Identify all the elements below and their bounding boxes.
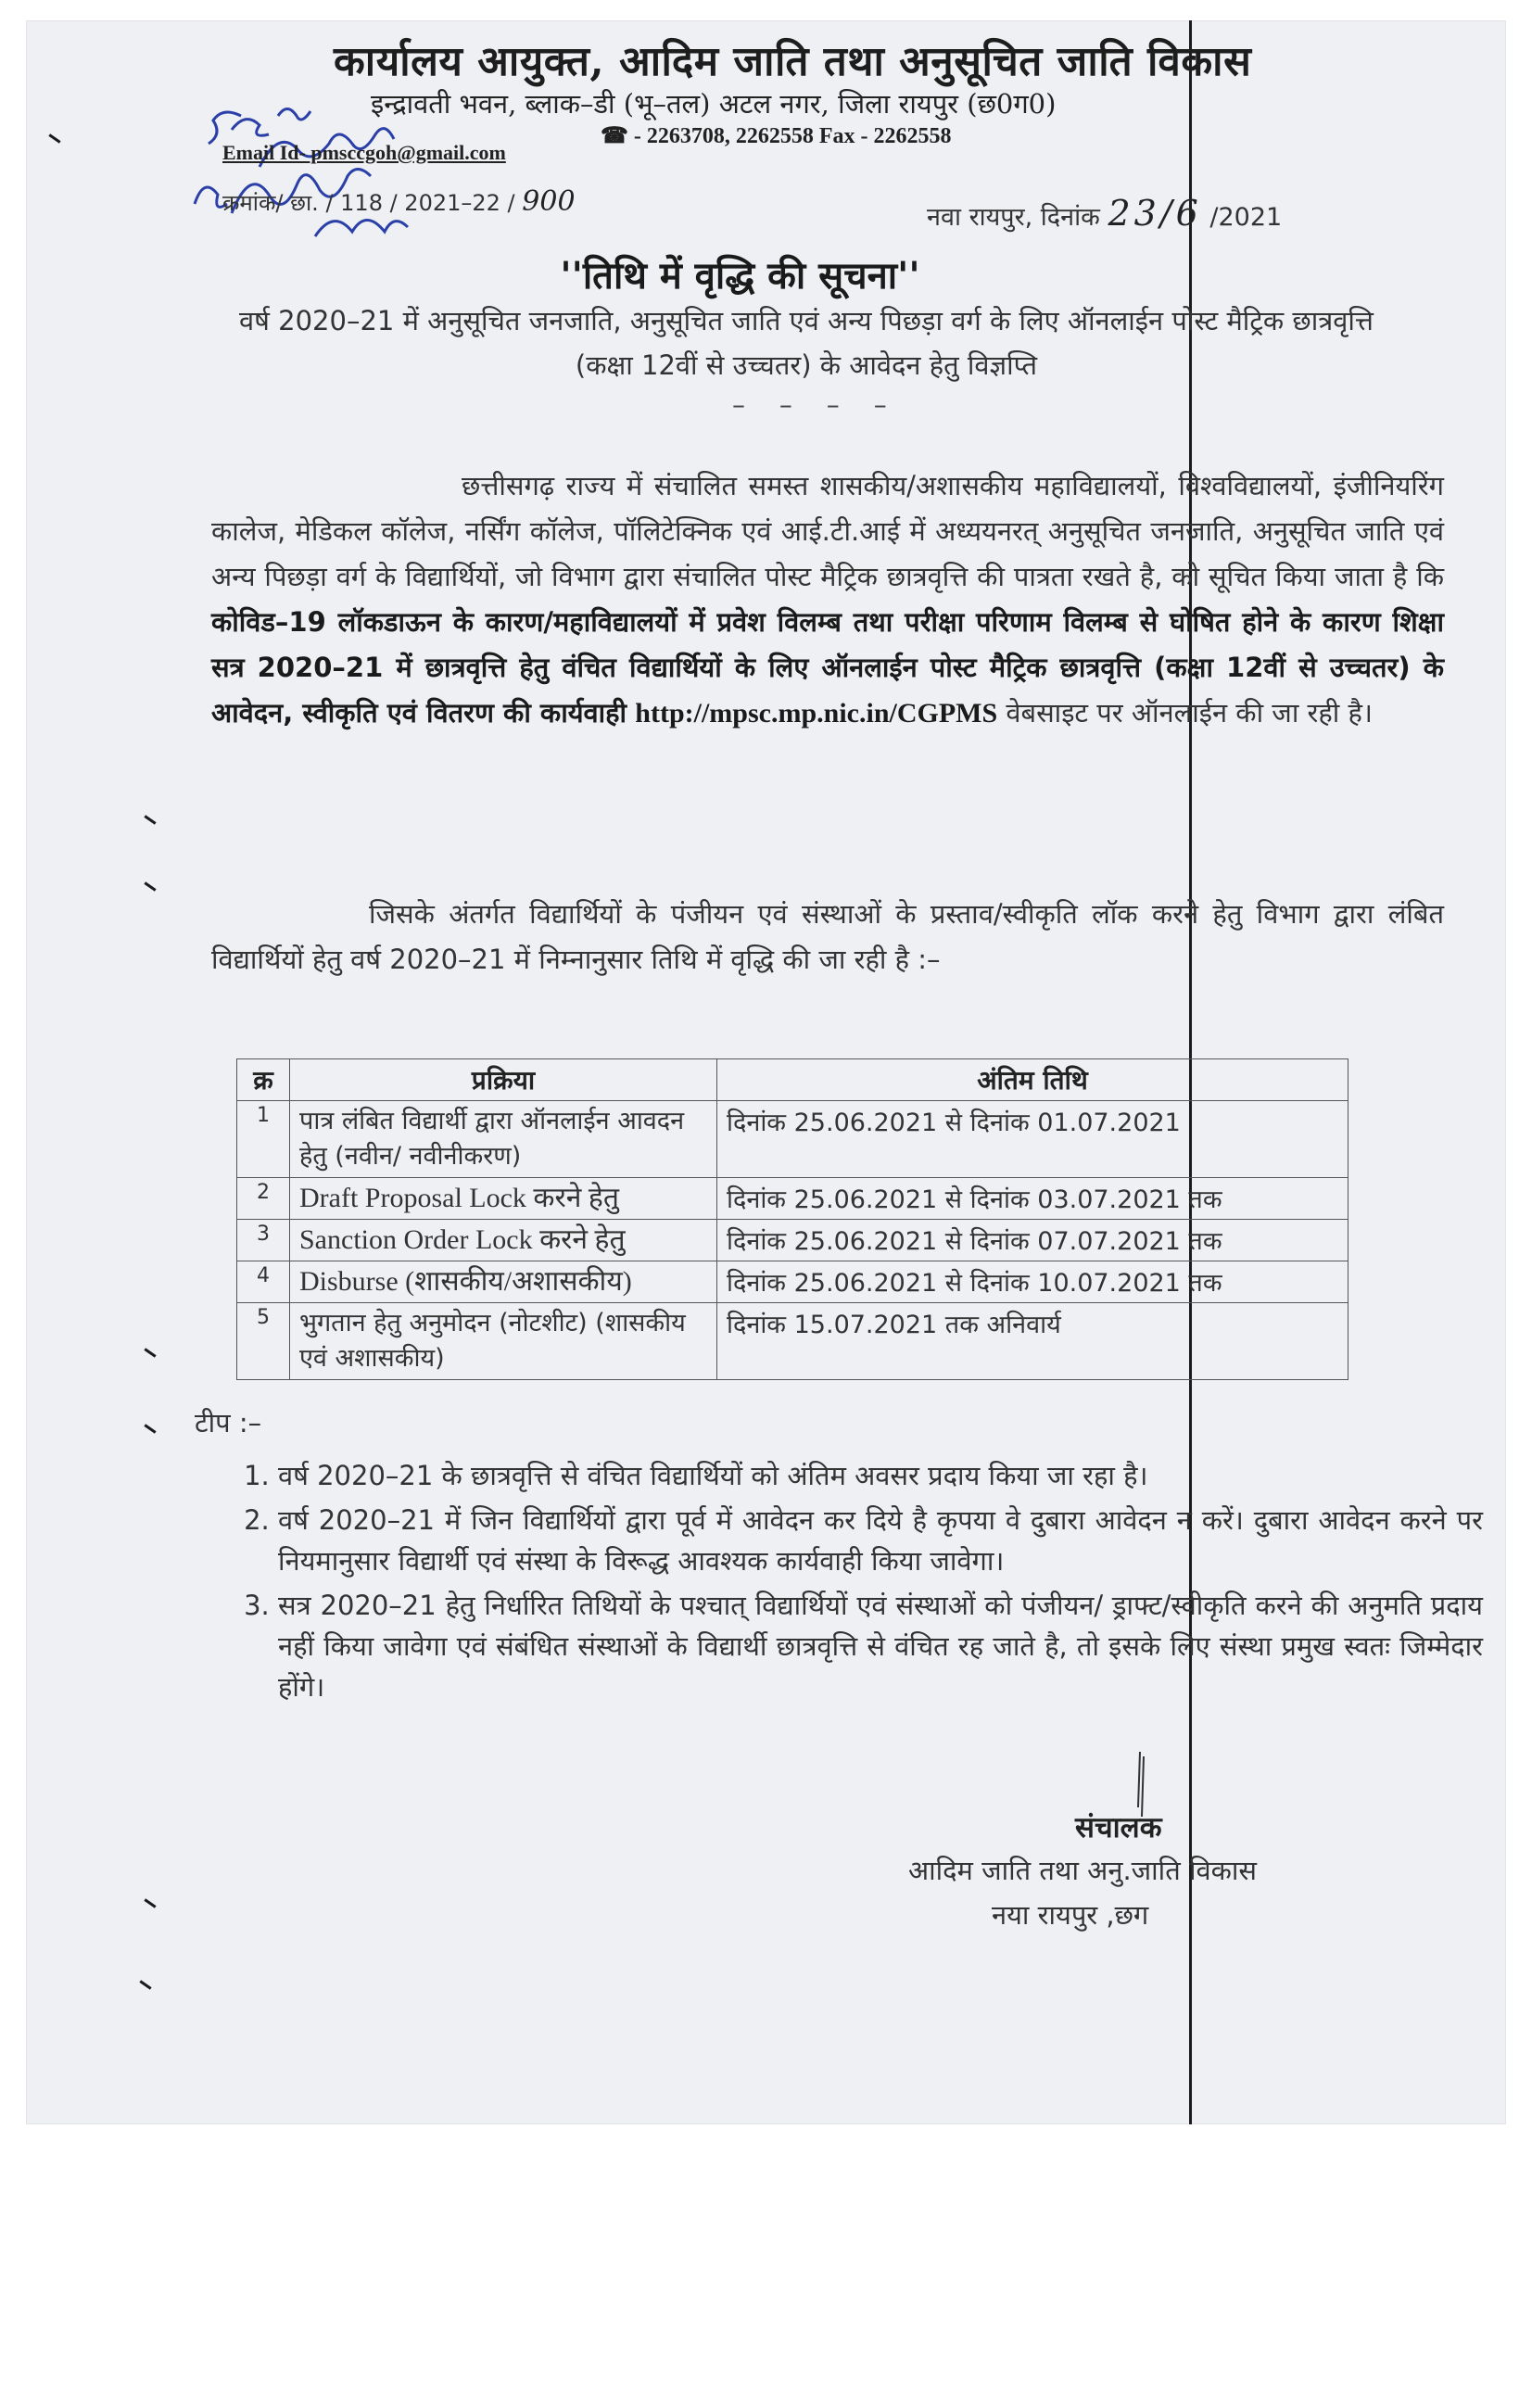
letterhead-phone: ☎ - 2263708, 2262558 Fax - 2262558 (601, 124, 952, 148)
note-item: 2. वर्ष 2020–21 में जिन विद्यार्थियों द्वारा पूर्व में आवेदन कर दिये है कृपया वे दुबारा आवेदन न करें। दुबारा आवेदन करने पर नियमानुसार विद्यार्थी एवं संस्था के विरूद्ध आवश्यक कार्यवाही किया जावेगा। (278, 1500, 1483, 1581)
note-item: 1. वर्ष 2020–21 के छात्रवृत्ति से वंचित विद्यार्थियों को अंतिम अवसर प्रदाय किया जा रहा है। (278, 1455, 1483, 1496)
row-process: पात्र लंबित विद्यार्थी द्वारा ऑनलाईन आवदन हेतु (नवीन/ नवीनीकरण) (290, 1101, 717, 1178)
row-date: दिनांक 25.06.2021 से दिनांक 03.07.2021 तक (717, 1178, 1348, 1220)
col-header-number: क्र (237, 1059, 290, 1101)
row-number: 5 (237, 1303, 290, 1380)
table-row (237, 1220, 1348, 1261)
date-line (927, 193, 1282, 234)
row-number: 1 (237, 1101, 290, 1178)
row-number: 4 (237, 1261, 290, 1303)
row-number: 2 (237, 1178, 290, 1220)
reference-line (222, 185, 576, 218)
portal-url: http://mpsc.mp.nic.in/CGPMS (635, 698, 998, 729)
table-header-row (237, 1059, 1348, 1101)
signatory-designation: संचालक (1075, 1811, 1162, 1844)
place-date-label: नवा रायपुर, दिनांक (927, 203, 1100, 232)
row-date: दिनांक 25.06.2021 से दिनांक 01.07.2021 (717, 1101, 1348, 1178)
letterhead-address: इन्द्रावती भवन, ब्लाक–डी (भू–तल) अटल नगर, जिला रायपुर (छ0ग0) (371, 88, 1057, 120)
letterhead-email: Email Id- pmsccgoh@gmail.com (222, 141, 506, 164)
paragraph-main-tail: वेबसाइट पर ऑनलाईन की जा रही है। (1006, 697, 1373, 729)
paragraph-extension: जिसके अंतर्गत विद्यार्थियों के पंजीयन एवं संस्थाओं के प्रस्ताव/स्वीकृति लॉक करने हेतु विभाग द्वारा लंबित विद्यार्थियों हेतु वर्ष 2020–21 में निम्नानुसार तिथि में वृद्धि की जा रही है :– (211, 898, 1444, 975)
letterhead-office: कार्यालय आयुक्त, आदिम जाति तथा अनुसूचित जाति विकास (334, 38, 1252, 85)
notice-title: ''तिथि में वृद्धि की सूचना'' (560, 254, 920, 298)
schedule-table (236, 1058, 1348, 1380)
row-process: भुगतान हेतु अनुमोदन (नोटशीट) (शासकीय एवं अशासकीय) (290, 1303, 717, 1380)
row-number: 3 (237, 1220, 290, 1261)
notice-subtitle: वर्ष 2020–21 में अनुसूचित जनजाति, अनुसूचित जाति एवं अन्य पिछड़ा वर्ग के लिए ऑनलाईन पोस्ट मैट्रिक छात्रवृत्ति (कक्षा 12वीं से उच्चतर) के आवेदन हेतु विज्ञप्ति (239, 305, 1374, 381)
row-process: Sanction Order Lock करने हेतु (290, 1220, 717, 1261)
row-process: Draft Proposal Lock करने हेतु (290, 1178, 717, 1220)
row-date: दिनांक 25.06.2021 से दिनांक 07.07.2021 तक (717, 1220, 1348, 1261)
paragraph-main-plain: छत्तीसगढ़ राज्य में संचालित समस्त शासकीय/अशासकीय महाविद्यालयों, विश्वविद्यालयों, इंजीनियरिंग कालेज, मेडिकल कॉलेज, नर्सिंग कॉलेज, पॉलिटेक्निक एवं आई.टी.आई में अध्ययनरत् अनुसूचित जनजाति, अनुसूचित जाति एवं अन्य पिछड़ा वर्ग के विद्यार्थियों, जो विभाग द्वारा संचालित पोस्ट मैट्रिक छात्रवृत्ति की पात्रता रखते है, को सूचित किया जाता है कि (211, 470, 1444, 592)
col-header-process: प्रक्रिया (290, 1059, 717, 1101)
table-row (237, 1101, 1348, 1178)
table-row (237, 1303, 1348, 1380)
row-date: दिनांक 25.06.2021 से दिनांक 10.07.2021 तक (717, 1261, 1348, 1303)
reference-prefix: क्रमांक/ छा. / 118 / 2021–22 / (222, 190, 515, 216)
table-row (237, 1261, 1348, 1303)
signatory-place: नया रायपुर ,छग (992, 1899, 1149, 1931)
signatory-department: आदिम जाति तथा अनु.जाति विकास (908, 1855, 1257, 1886)
separator: – – – – (732, 389, 900, 420)
row-date: दिनांक 15.07.2021 तक अनिवार्य (717, 1303, 1348, 1380)
note-item: 3. सत्र 2020–21 हेतु निर्धारित तिथियों के पश्चात् विद्यार्थियों एवं संस्थाओं को पंजीयन/ ड्राफ्ट/स्वीकृति करने की अनुमति प्रदाय नहीं किया जावेगा एवं संबंधित संस्थाओं के विद्यार्थी छात्रवृत्ति से वंचित रह जाते है, तो इसके लिए संस्था प्रमुख स्वतः जिम्मेदार होंगे। (278, 1585, 1483, 1707)
table-row (237, 1178, 1348, 1220)
signature-scribble (1121, 1752, 1158, 1863)
reference-number: 900 (522, 185, 576, 218)
paragraph-main (211, 463, 1444, 736)
date-year: /2021 (1209, 203, 1283, 232)
row-process: Disburse (शासकीय/अशासकीय) (290, 1261, 717, 1303)
notes-label: टीप :– (195, 1407, 262, 1438)
notes-list (222, 1455, 1483, 1711)
handwritten-date: 23/6 (1108, 193, 1202, 234)
col-header-date: अंतिम तिथि (717, 1059, 1348, 1101)
paragraph-main-bold: कोविड–19 लॉकडाऊन के कारण/महाविद्यालयों में प्रवेश विलम्ब तथा परीक्षा परिणाम विलम्ब से घोषित होने के कारण शिक्षा सत्र 2020–21 में छात्रवृत्ति हेतु वंचित विद्यार्थियों के लिए ऑनलाईन पोस्ट मैट्रिक छात्रवृत्ति (कक्षा 12वीं से उच्चतर) के आवेदन, स्वीकृति एवं वितरण की कार्यवाही (211, 606, 1444, 729)
